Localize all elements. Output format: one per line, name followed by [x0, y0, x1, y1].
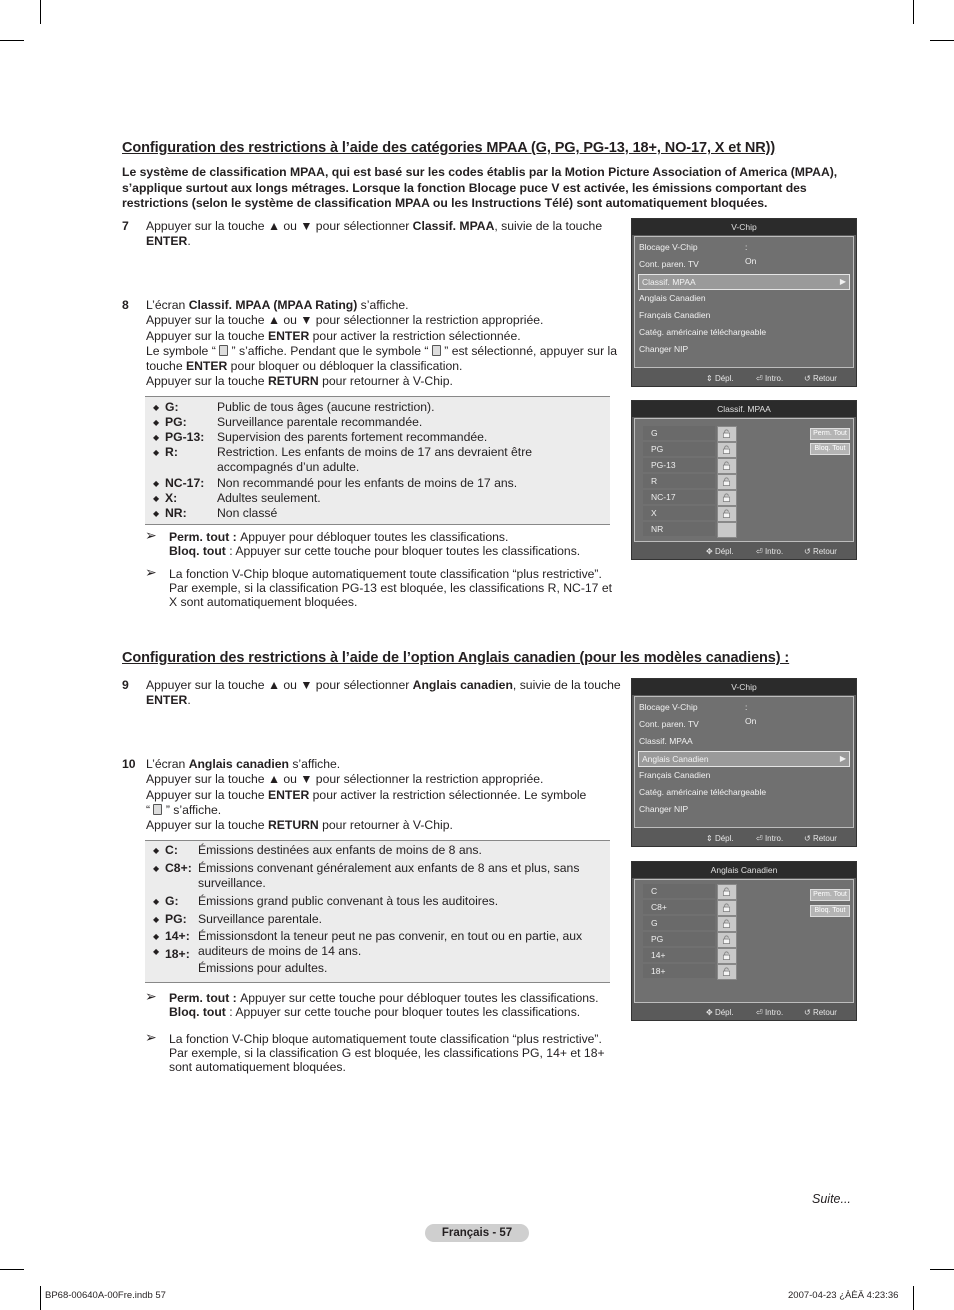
- note-auto-block: [145, 564, 625, 612]
- osd-title: V-Chip: [632, 219, 856, 235]
- section-title-canadian: Configuration des restrictions à l’aide de l’option Anglais canadien (pour les modèles canadiens) :: [122, 650, 790, 666]
- osd-footer-enter: ⏎ Intro.: [756, 374, 784, 383]
- crop-mark: [913, 0, 914, 24]
- step-text: Appuyer sur la touche: [146, 787, 268, 802]
- arrow-icon: ➢: [145, 527, 157, 543]
- step-keyword: Anglais canadien: [412, 678, 513, 692]
- note-text: sont automatiquement bloquées.: [169, 1060, 346, 1074]
- step-text: s’affiche.: [288, 757, 341, 771]
- note-perm-bloq-2: [145, 988, 625, 1021]
- osd-menu-item[interactable]: Français Canadien: [639, 310, 711, 320]
- osd-rating-row[interactable]: PG: [643, 932, 715, 946]
- osd-menu-item[interactable]: Changer NIP: [639, 344, 689, 354]
- osd-menu-item[interactable]: Cont. paren. TV: [639, 719, 699, 729]
- osd-lock-cell[interactable]: [717, 426, 737, 442]
- step-number: 8: [122, 298, 129, 312]
- osd-footer-move: ⇕ Dépl.: [706, 374, 734, 383]
- osd-menu-item[interactable]: Anglais Canadien: [639, 293, 706, 303]
- step-text: pour retourner à V-Chip.: [318, 374, 453, 389]
- category-code: NC-17: [165, 476, 201, 490]
- note-label: Perm. tout :: [169, 991, 241, 1005]
- osd-rating-row[interactable]: C8+: [643, 900, 715, 914]
- intro-line: s’applique surtout aux longs métrages. Lorsque la fonction Blocage puce V est activée, les émissions comportant des: [122, 180, 807, 195]
- unlock-icon: [722, 493, 731, 502]
- step-keyword: ENTER: [146, 693, 188, 708]
- arrow-right-icon: ▶: [839, 754, 846, 763]
- step-text: pour bloquer ou débloquer la classification.: [227, 359, 463, 374]
- osd-canadian-screen: [631, 861, 857, 1021]
- note-auto-block-2: [145, 1029, 625, 1077]
- step-text: L’écran: [146, 757, 189, 771]
- osd-footer-move: ✥ Dépl.: [706, 1008, 734, 1017]
- category-desc: Public de tous âges (aucune restriction).: [217, 400, 435, 414]
- step-text: Appuyer sur la touche ▲ ou ▼ pour sélectionner: [146, 219, 413, 233]
- arrow-icon: ➢: [145, 988, 157, 1004]
- category-code: R: [165, 445, 174, 459]
- osd-footer-label: Intro.: [764, 374, 784, 383]
- osd-footer-label: Retour: [812, 374, 837, 383]
- category-desc: Émissions convenant généralement aux enfants de 8 ans et plus, sans: [198, 861, 580, 875]
- osd-footer-label: Dépl.: [714, 547, 734, 556]
- osd-footer-return: ↺ Retour: [804, 547, 837, 556]
- osd-lock-cell[interactable]: [717, 442, 737, 458]
- osd-lock-cell[interactable]: [717, 884, 737, 900]
- step-text: Appuyer sur la touche ▲ ou ▼ pour sélectionner: [146, 678, 413, 692]
- step-number: 7: [122, 219, 129, 233]
- osd-menu-item[interactable]: Classif. MPAA: [639, 736, 693, 746]
- category-code: C8+: [165, 861, 188, 875]
- step-keyword: Classif. MPAA (MPAA Rating): [188, 298, 358, 312]
- arrow-icon: ➢: [145, 564, 157, 580]
- step-text: touche: [146, 359, 186, 374]
- osd-rating-row[interactable]: X: [643, 506, 715, 520]
- step-keyword: ENTER: [267, 787, 310, 802]
- category-desc: Émissionsdont la teneur peut ne pas convenir, en tout ou en partie, aux: [198, 929, 583, 943]
- step-text: Le symbole “: [146, 343, 220, 358]
- osd-footer-label: Retour: [812, 1008, 837, 1017]
- osd-menu-value: : On: [745, 242, 757, 266]
- crop-mark: [40, 0, 41, 24]
- note-label: Bloq. tout: [169, 1005, 226, 1019]
- osd-rating-row[interactable]: 18+: [643, 964, 715, 978]
- osd-menu-label: Blocage V-Chip: [639, 242, 698, 252]
- osd-rating-row[interactable]: PG-13: [643, 458, 715, 472]
- unlock-icon: [722, 951, 731, 960]
- note-text: La fonction V-Chip bloque automatiquement toute classification “plus restrictive”.: [169, 1032, 602, 1046]
- category-code: C: [165, 843, 174, 857]
- osd-mpaa-screen: [631, 400, 857, 560]
- osd-footer-move: ✥ Dépl.: [706, 547, 734, 556]
- osd-vchip-menu-1: [631, 218, 857, 387]
- crop-mark: [913, 1286, 914, 1310]
- category-desc: Non recommandé pour les enfants de moins de 17 ans.: [217, 476, 518, 490]
- note-text: : Appuyer sur cette touche pour bloquer toutes les classifications.: [225, 544, 581, 558]
- note-text: Appuyer pour débloquer toutes les classifications.: [240, 530, 509, 544]
- crop-mark: [0, 40, 24, 41]
- crop-mark: [930, 1269, 954, 1270]
- osd-footer-label: Intro.: [764, 1008, 784, 1017]
- step-keyword: ENTER: [267, 328, 310, 343]
- step-keyword: Anglais canadien: [188, 757, 289, 771]
- canadian-category-list: ◆ C: Émissions destinées aux enfants de moins de 8 ans. ◆ C8+: Émissions convenant généralement aux enfants de 8 ans et plus, sans surveillance. ◆ G: Émissions grand public convenant à tous les auditoires. ◆ PG: Surveillance parentale. ◆ 14+: Émissionsdont la teneur peut ne pas convenir, en tout ou en partie, aux ◆ 18+: auditeurs de moins de 14 ans. Émissions pour adultes.: [145, 840, 610, 983]
- osd-footer-enter: ⏎ Intro.: [756, 547, 784, 556]
- step-9: 9 Appuyer sur la touche ▲ ou ▼ pour sélectionner Anglais canadien, suivie de la touche ENTER.: [122, 678, 621, 708]
- osd-vchip-menu-2: [631, 678, 857, 847]
- step-text: Appuyer sur la touche ▲ ou ▼ pour sélectionner la restriction appropriée.: [146, 772, 544, 787]
- category-code: PG-13: [165, 430, 201, 444]
- osd-rating-row[interactable]: NR: [643, 522, 715, 536]
- unlock-icon: [722, 903, 731, 912]
- category-code: X: [165, 491, 174, 505]
- crop-mark: [930, 40, 954, 41]
- footer-timestamp: 2007-04-23 ¿ÀÈÄ 4:23:36: [788, 1290, 899, 1301]
- note-text: Par exemple, si la classification G est bloquée, les classifications PG, 14+ et 18+: [169, 1046, 605, 1060]
- bloq-tout-button[interactable]: Bloq. Tout: [810, 443, 850, 455]
- osd-lock-cell[interactable]: [717, 490, 737, 506]
- osd-footer-return: ↺ Retour: [804, 834, 837, 843]
- step-keyword: RETURN: [267, 374, 319, 389]
- category-code: 14+: [165, 929, 186, 943]
- osd-footer-label: Intro.: [764, 834, 784, 843]
- osd-menu-label: Blocage V-Chip: [639, 702, 698, 712]
- note-text: : Appuyer sur cette touche pour bloquer toutes les classifications.: [225, 1005, 581, 1019]
- step-8: [122, 298, 622, 393]
- intro-line: Le système de classification MPAA, qui est basé sur les codes établis par la Motion Picture Association of America (MPAA),: [122, 165, 838, 179]
- osd-rating-row[interactable]: 14+: [643, 948, 715, 962]
- step-7: 7 Appuyer sur la touche ▲ ou ▼ pour sélectionner Classif. MPAA, suivie de la touche ENTER.: [122, 219, 603, 249]
- osd-rating-row[interactable]: G: [643, 426, 715, 440]
- bloq-tout-button[interactable]: Bloq. Tout: [810, 905, 850, 917]
- intro-paragraph: [122, 165, 837, 212]
- osd-rating-row[interactable]: R: [643, 474, 715, 488]
- unlock-icon: [722, 429, 731, 438]
- osd-footer-label: Dépl.: [714, 1008, 734, 1017]
- suite-label: Suite...: [812, 1192, 851, 1206]
- osd-lock-cell[interactable]: [717, 522, 737, 538]
- osd-footer-label: Retour: [812, 547, 837, 556]
- step-text: pour activer la restriction sélectionnée.: [309, 328, 521, 343]
- step-keyword: RETURN: [267, 818, 319, 833]
- osd-lock-cell[interactable]: [717, 458, 737, 474]
- osd-menu-item[interactable]: Catég. américaine téléchargeable: [639, 327, 767, 337]
- note-text: Appuyer sur cette touche pour débloquer toutes les classifications.: [240, 991, 599, 1005]
- step-text: Appuyer sur la touche: [146, 818, 268, 833]
- step-number: 9: [122, 678, 129, 692]
- osd-footer-label: Dépl.: [714, 834, 734, 843]
- osd-title: Anglais Canadien: [632, 862, 856, 878]
- category-code: G: [165, 400, 175, 414]
- note-label: Bloq. tout: [169, 544, 226, 558]
- unlock-icon: [722, 967, 731, 976]
- osd-title: V-Chip: [632, 679, 856, 695]
- category-desc: Adultes seulement.: [217, 491, 321, 505]
- category-code: PG: [165, 415, 183, 429]
- unlock-icon: [722, 509, 731, 518]
- osd-footer-enter: ⏎ Intro.: [756, 834, 784, 843]
- step-text: pour activer la restriction sélectionnée. Le symbole: [309, 787, 587, 802]
- category-desc: accompagnés d’un adulte.: [217, 460, 360, 474]
- category-code: NR: [165, 506, 183, 520]
- osd-lock-cell[interactable]: [717, 474, 737, 490]
- osd-footer-label: Intro.: [764, 547, 784, 556]
- step-keyword: Classif. MPAA: [412, 219, 495, 233]
- osd-rating-row[interactable]: G: [643, 916, 715, 930]
- category-desc: Émissions pour adultes.: [198, 961, 328, 975]
- lock-icon: [219, 345, 228, 356]
- osd-footer-label: Dépl.: [714, 374, 734, 383]
- step-text: ” s’affiche. Pendant que le symbole “: [228, 343, 432, 358]
- osd-footer-move: ⇕ Dépl.: [706, 834, 734, 843]
- unlock-icon: [722, 919, 731, 928]
- step-text: , suivie de la touche: [512, 678, 621, 692]
- osd-rating-row[interactable]: PG: [643, 442, 715, 456]
- step-text: ” s’affiche.: [162, 802, 222, 817]
- category-code: G: [165, 894, 175, 908]
- osd-menu-item[interactable]: Cont. paren. TV: [639, 259, 699, 269]
- category-desc: Restriction. Les enfants de moins de 17 ans devraient être: [217, 445, 533, 459]
- unlock-icon: [722, 935, 731, 944]
- note-label: Perm. tout :: [169, 530, 241, 544]
- osd-lock-cell[interactable]: [717, 900, 737, 916]
- perm-tout-button[interactable]: Perm. Tout: [810, 428, 850, 440]
- unlock-icon: [722, 445, 731, 454]
- note-perm-bloq: [145, 527, 625, 560]
- osd-lock-cell[interactable]: [717, 916, 737, 932]
- unlock-icon: [722, 477, 731, 486]
- intro-line: restrictions (selon le système de classification MPAA ou les Instructions Télé) sont automatiquement bloquées.: [122, 196, 768, 210]
- category-desc: Surveillance parentale.: [198, 912, 322, 926]
- note-text: X sont automatiquement bloquées.: [169, 595, 358, 609]
- mpaa-category-list: ◆ G: Public de tous âges (aucune restriction). ◆ PG: Surveillance parentale recommandée. ◆ PG-13: Supervision des parents fortement recommandée. ◆ R: Restriction. Les enfants de moins de 17 ans devraient être accompagnés d’un adulte. ◆ NC-17: Non recommandé pour les enfants de moins de 17 ans. ◆ X: Adultes seulement. ◆ NR: Non classé: [145, 396, 610, 525]
- crop-mark: [0, 1269, 24, 1270]
- osd-footer-label: Retour: [812, 834, 837, 843]
- osd-rating-row[interactable]: C: [643, 884, 715, 898]
- step-keyword: ENTER: [185, 359, 228, 374]
- crop-mark: [40, 1286, 41, 1310]
- step-text: s’affiche.: [357, 298, 409, 312]
- note-text: Par exemple, si la classification PG-13 est bloquée, les classifications R, NC-17 et: [169, 581, 613, 595]
- step-number: 10: [122, 757, 136, 771]
- osd-menu-item[interactable]: Changer NIP: [639, 804, 689, 814]
- lock-icon: [432, 345, 441, 356]
- osd-footer-return: ↺ Retour: [804, 374, 837, 383]
- osd-menu-item-selected[interactable]: [638, 274, 850, 290]
- step-text: Appuyer sur la touche: [146, 374, 268, 389]
- category-desc: Supervision des parents fortement recommandée.: [217, 430, 488, 444]
- arrow-right-icon: ▶: [839, 277, 846, 286]
- step-text: Appuyer sur la touche ▲ ou ▼ pour sélectionner la restriction appropriée.: [146, 313, 544, 328]
- step-text: , suivie de la touche: [494, 219, 603, 233]
- category-desc: Émissions grand public convenant à tous les auditoires.: [198, 894, 499, 908]
- category-code: PG: [165, 912, 183, 926]
- category-code: 18+: [165, 947, 186, 961]
- osd-menu-item-selected[interactable]: [638, 751, 850, 767]
- osd-menu-item[interactable]: Français Canadien: [639, 770, 711, 780]
- arrow-icon: ➢: [145, 1029, 157, 1045]
- osd-menu-label: Anglais Canadien: [642, 754, 709, 764]
- page-number-badge: Français - 57: [425, 1224, 529, 1242]
- category-desc: auditeurs de moins de 14 ans.: [198, 944, 362, 958]
- osd-menu-label: Classif. MPAA: [642, 277, 696, 287]
- perm-tout-button[interactable]: Perm. Tout: [810, 889, 850, 901]
- osd-title: Classif. MPAA: [632, 401, 856, 417]
- osd-rating-row[interactable]: NC-17: [643, 490, 715, 504]
- unlock-icon: [722, 461, 731, 470]
- osd-lock-cell[interactable]: [717, 964, 737, 980]
- osd-lock-cell[interactable]: [717, 948, 737, 964]
- osd-footer-return: ↺ Retour: [804, 1008, 837, 1017]
- footer-file: BP68-00640A-00Fre.indb 57: [45, 1290, 166, 1301]
- step-text: L’écran: [146, 298, 189, 312]
- category-desc: Non classé: [217, 506, 278, 520]
- section-title-mpaa: Configuration des restrictions à l’aide des catégories MPAA (G, PG, PG-13, 18+, NO-17, X et NR)): [122, 140, 776, 156]
- note-text: La fonction V-Chip bloque automatiquement toute classification “plus restrictive”.: [169, 567, 602, 581]
- category-desc: Émissions destinées aux enfants de moins de 8 ans.: [198, 843, 482, 857]
- step-text: Appuyer sur la touche: [146, 328, 268, 343]
- step-keyword: ENTER: [146, 234, 188, 249]
- osd-lock-cell[interactable]: [717, 506, 737, 522]
- osd-footer-enter: ⏎ Intro.: [756, 1008, 784, 1017]
- step-text: pour retourner à V-Chip.: [318, 818, 453, 833]
- step-10: [122, 757, 622, 837]
- category-desc: surveillance.: [198, 876, 266, 890]
- category-desc: Surveillance parentale recommandée.: [217, 415, 423, 429]
- step-text: “: [146, 802, 154, 817]
- osd-menu-item[interactable]: Catég. américaine téléchargeable: [639, 787, 767, 797]
- step-text: ” est sélectionné, appuyer sur la: [440, 343, 617, 358]
- osd-lock-cell[interactable]: [717, 932, 737, 948]
- osd-menu-value: : On: [745, 702, 757, 726]
- unlock-icon: [722, 887, 731, 896]
